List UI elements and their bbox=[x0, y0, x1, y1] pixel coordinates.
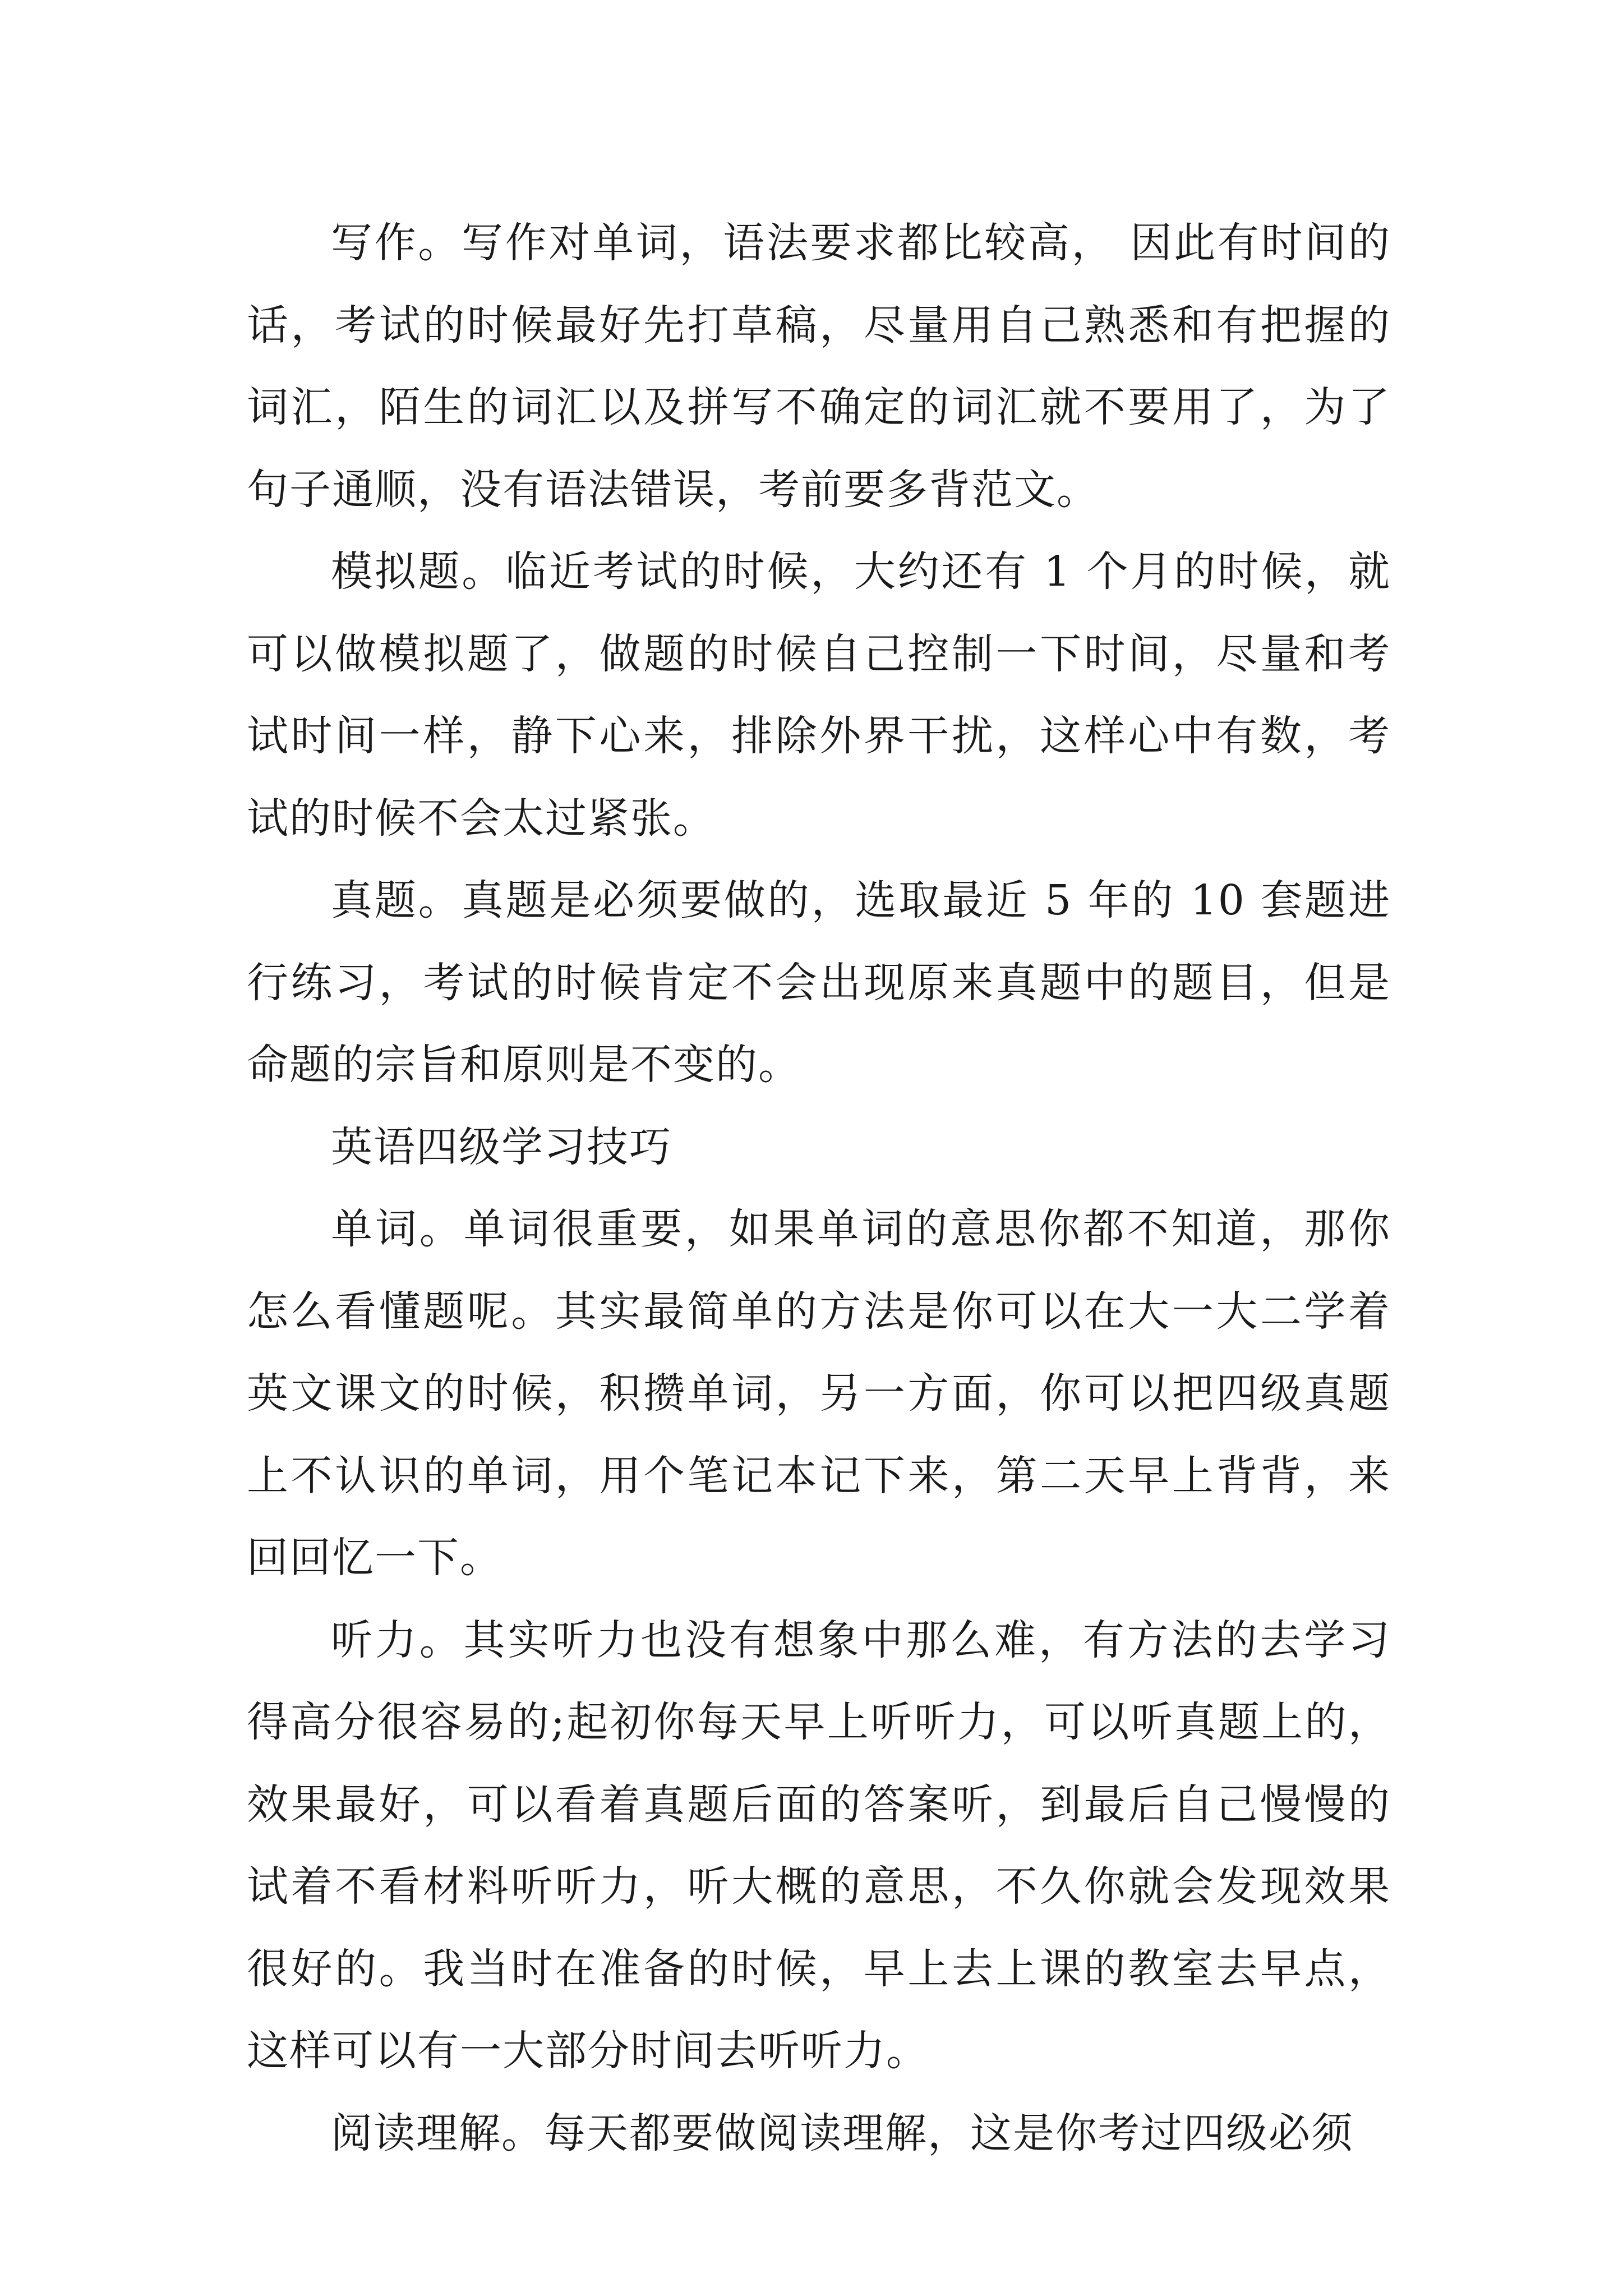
paragraph-vocabulary: 单词。单词很重要，如果单词的意思你都不知道，那你怎么看懂题呢。其实最简单的方法是你可以在大一大二学着英文课文的时候，积攒单词，另一方面，你可以把四级真题上不认识的单词，用个笔记本记下来，第二天早上背背，来回回忆一下。 bbox=[247, 1205, 1391, 1582]
paragraph-reading: 阅读理解。每天都要做阅读理解，这是你考过四级必须 bbox=[331, 2109, 1354, 2157]
document-body bbox=[247, 202, 1391, 2174]
paragraph-listening: 听力。其实听力也没有想象中那么难，有方法的去学习得高分很容易的;起初你每天早上听听力，可以听真题上的，效果最好，可以看着真题后面的答案听，到最后自己慢慢的试着不看材料听听力，听大概的意思，不久你就会发现效果很好的。我当时在准备的时候，早上去上课的教室去早点，这样可以有一大部分时间去听听力。 bbox=[247, 1616, 1391, 2075]
paragraph-writing: 写作。写作对单词，语法要求都比较高， 因此有时间的话，考试的时候最好先打草稿，尽量用自己熟悉和有把握的词汇，陌生的词汇以及拼写不确定的词汇就不要用了，为了句子通顺，没有语法错误，考前要多背范文。 bbox=[247, 219, 1391, 514]
paragraph-past-exam: 真题。真题是必须要做的，选取最近 5 年的 10 套题进行练习，考试的时候肯定不会出现原来真题中的题目，但是命题的宗旨和原则是不变的。 bbox=[247, 876, 1391, 1089]
section-heading: 英语四级学习技巧 bbox=[331, 1122, 672, 1171]
paragraph-mock-exam: 模拟题。临近考试的时候，大约还有 1 个月的时候，就可以做模拟题了，做题的时候自己控制一下时间，尽量和考试时间一样，静下心来，排除外界干扰，这样心中有数，考试的时候不会太过紧张。 bbox=[247, 547, 1391, 843]
